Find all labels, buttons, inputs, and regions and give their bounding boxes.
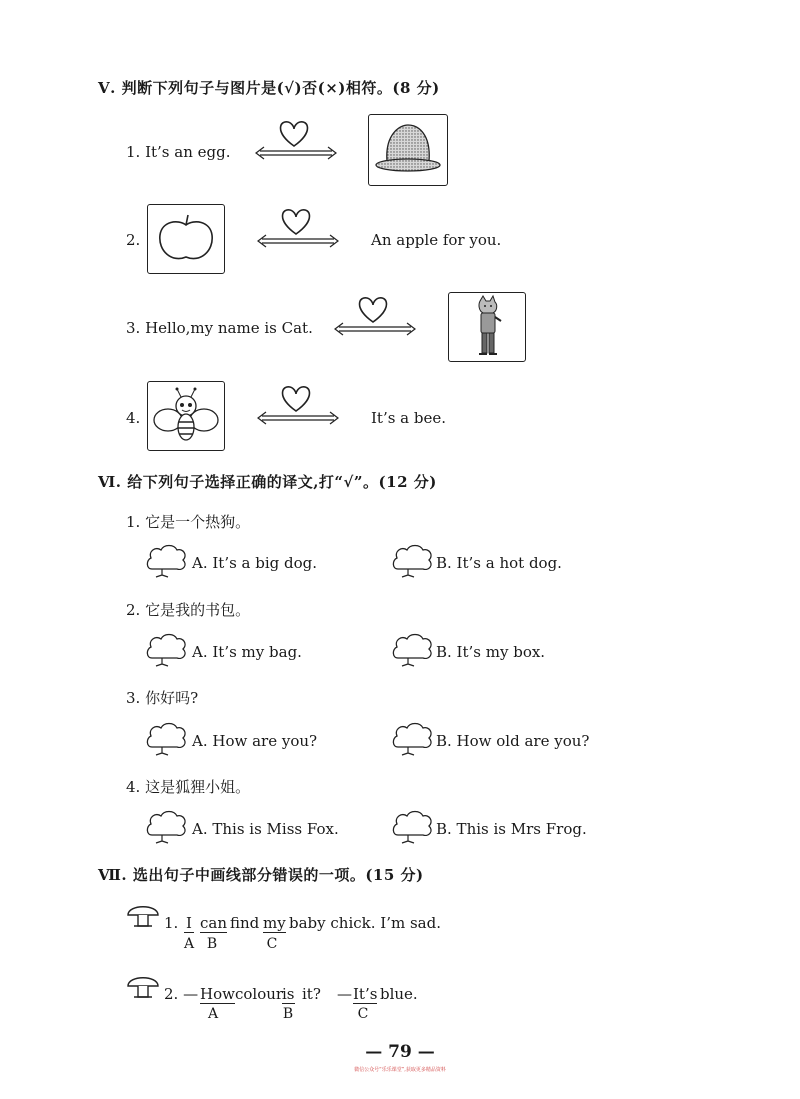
heart-arrow-1 <box>254 118 338 160</box>
mushroom-answer-box-2[interactable] <box>125 971 161 1003</box>
s7-q2-mid2: it? <box>302 985 321 1003</box>
section-6-title: Ⅵ. 给下列句子选择正确的译文,打“√”。(12 分) <box>98 473 437 491</box>
heart-arrow-4 <box>256 383 340 425</box>
s6-q2-option-a: A. It’s my bag. <box>192 643 302 661</box>
s6-q2-question: 2. 它是我的书包。 <box>126 601 251 619</box>
footer-note: 微信公众号“乐乐课堂”,获取更多精品资料 <box>354 1067 446 1073</box>
s5-item2-text: An apple for you. <box>371 231 502 249</box>
heart-answer-box-2 <box>283 210 310 234</box>
s6-q3-question: 3. 你好吗? <box>126 689 199 707</box>
s5-item3-text: 3. Hello,my name is Cat. <box>126 319 313 337</box>
s5-item2-num: 2. <box>126 231 141 249</box>
s6-q4-option-b: B. This is Mrs Frog. <box>436 820 587 838</box>
s7-q2-label-a: A <box>207 1006 219 1022</box>
cloud-answer-box-3b[interactable] <box>391 721 433 757</box>
bee-picture <box>147 381 225 451</box>
s7-q1-label-b: B <box>206 936 218 952</box>
s6-q3-option-a: A. How are you? <box>192 732 318 750</box>
s7-q2-word-a: How <box>200 985 235 1003</box>
s7-q2-word-c: It’s <box>353 985 378 1003</box>
heart-arrow-2 <box>256 206 340 248</box>
s7-q2-num: 2. — <box>164 985 199 1003</box>
s5-item4-text: It’s a bee. <box>371 409 447 427</box>
s7-q1-rest: baby chick. I’m sad. <box>289 914 441 932</box>
s7-q1-word-b: can <box>200 914 228 932</box>
hat-picture <box>368 114 448 186</box>
apple-icon <box>148 205 224 273</box>
s6-q1-question: 1. 它是一个热狗。 <box>126 513 251 531</box>
cloud-answer-box-2b[interactable] <box>391 632 433 668</box>
s7-q1-word-a: I <box>184 914 194 933</box>
s7-q1-word-c: my <box>263 914 286 932</box>
s6-q3-option-b: B. How old are you? <box>436 732 590 750</box>
cloud-answer-box-3a[interactable] <box>145 721 187 757</box>
cloud-answer-box-4a[interactable] <box>145 809 187 845</box>
wolf-picture <box>448 292 526 362</box>
cloud-answer-box-2a[interactable] <box>145 632 187 668</box>
s5-item4-num: 4. <box>126 409 141 427</box>
cloud-answer-box-4b[interactable] <box>391 809 433 845</box>
hat-icon <box>369 115 447 185</box>
apple-picture <box>147 204 225 274</box>
bee-icon <box>148 382 224 450</box>
s7-q2-label-c: C <box>357 1006 369 1022</box>
s7-q1-label-c: C <box>266 936 278 952</box>
s6-q2-option-b: B. It’s my box. <box>436 643 546 661</box>
cloud-answer-box-1a[interactable] <box>145 543 187 579</box>
heart-answer-box-1 <box>281 122 308 146</box>
s7-q2-mid1: colour <box>235 985 284 1003</box>
section-7-title: Ⅶ. 选出句子中画线部分错误的一项。(15 分) <box>98 866 424 884</box>
s7-q1-label-a: A <box>183 936 195 952</box>
s7-q2-rest: blue. <box>380 985 418 1003</box>
mushroom-answer-box-1[interactable] <box>125 900 161 932</box>
s7-q1-num: 1. <box>164 914 179 932</box>
heart-answer-box-4 <box>283 387 310 411</box>
s5-item1-text: 1. It’s an egg. <box>126 143 231 161</box>
s7-q1-mid1: find <box>230 914 260 932</box>
s6-q4-question: 4. 这是狐狸小姐。 <box>126 778 251 796</box>
cloud-answer-box-1b[interactable] <box>391 543 433 579</box>
page-number: — 79 — <box>365 1042 435 1062</box>
s6-q4-option-a: A. This is Miss Fox. <box>192 820 339 838</box>
section-5-title: Ⅴ. 判断下列句子与图片是(√)否(×)相符。(8 分) <box>98 79 440 97</box>
s7-q2-word-b: is <box>282 985 295 1003</box>
s6-q1-option-b: B. It’s a hot dog. <box>436 554 562 572</box>
heart-answer-box-3 <box>360 298 387 322</box>
heart-arrow-3 <box>333 294 417 336</box>
s7-q2-label-b: B <box>282 1006 294 1022</box>
s6-q1-option-a: A. It’s a big dog. <box>192 554 318 572</box>
s7-q2-dash: — <box>337 985 352 1003</box>
wolf-icon <box>449 293 525 361</box>
